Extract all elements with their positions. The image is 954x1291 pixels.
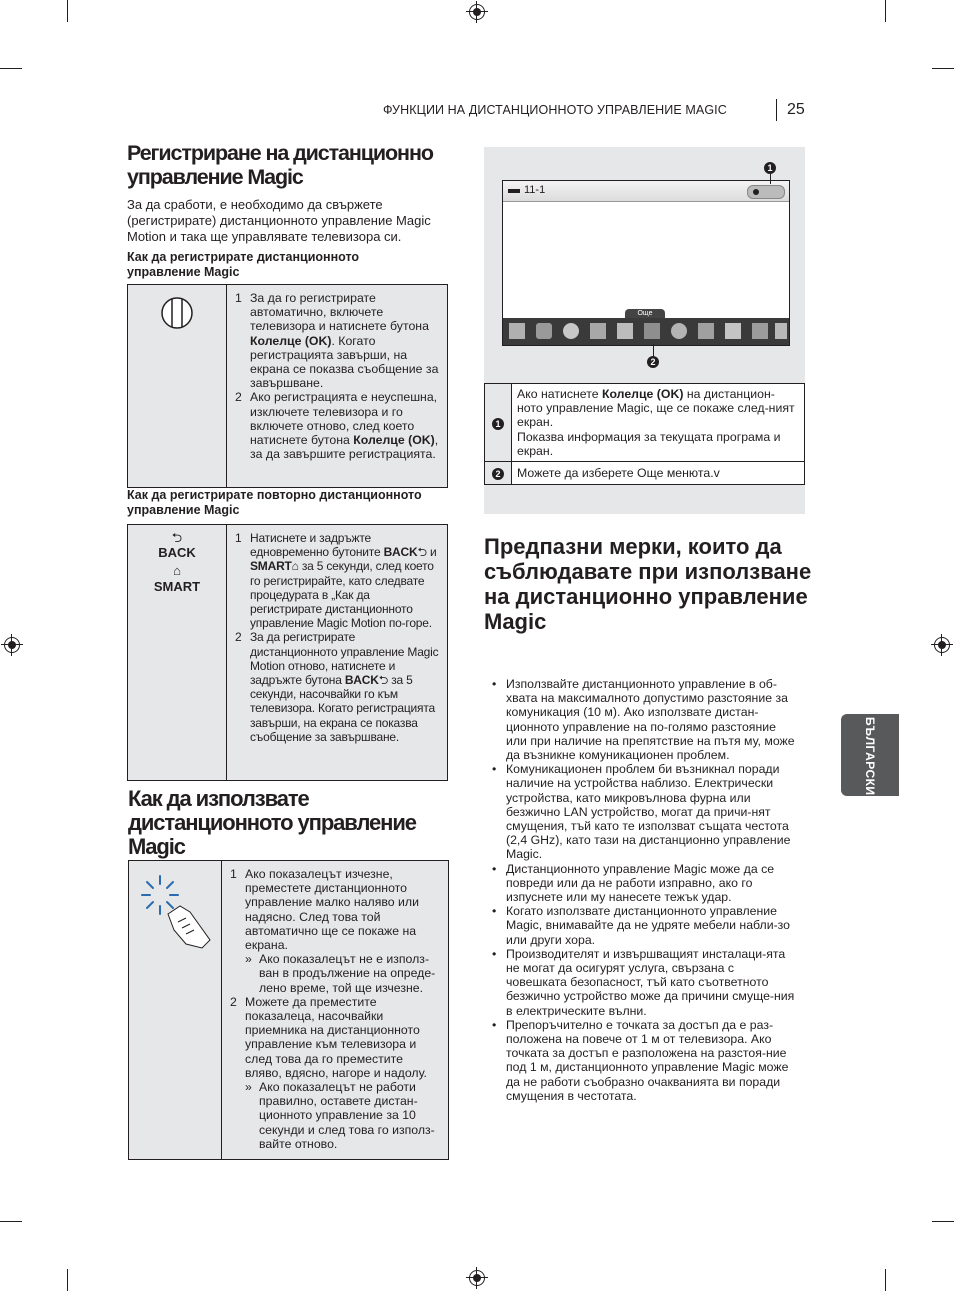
section-title-usage: Как да използвате дистанционното управление Magic: [128, 786, 416, 859]
more-menu-tab[interactable]: Още: [625, 309, 665, 318]
callout-line-1: [770, 174, 771, 184]
tv-screen: [502, 180, 790, 346]
note-1: » Ако показалецът не е използ-ван в продължение на опреде-лено време, той ще изчезне.: [245, 952, 436, 995]
remote-wheel-icon: [129, 286, 225, 346]
registration-mark-icon: [469, 4, 485, 20]
clock-icon[interactable]: [671, 323, 687, 339]
list-item: • Комуникационен проблем би възникнал поради наличие на устройства наблизо. Електрически устройства, като микровълнова фурна или безжично LAN устройство, могат да причи-нят смущения, тъй като те използват същата честота (2,4 GHz), като тази на дистанционно управление Magic.: [492, 762, 791, 862]
channel-bar: [503, 181, 789, 202]
crop-mark: [932, 68, 954, 69]
subheading-register: Как да регистрирате дистанционното управление Magic: [127, 250, 360, 279]
flag-icon[interactable]: [752, 323, 768, 339]
language-tab-label: БЪЛГАРСКИ: [863, 717, 877, 796]
crop-mark: [67, 1269, 68, 1291]
callout-line-2: [653, 344, 654, 356]
precautions-list: [492, 677, 797, 1103]
step-2: 2 Можете да преместите показалеца, насочвайки приемника на дистанционното управление към телевизора и след това да го преместите вляво, вдясно, нагоре и надолу. » Ако показалецът не работи правилно, оставете дистан-ционното управление за 10 секунди и след това го използ-вайте отново.: [230, 995, 440, 1151]
language-tab: [841, 714, 899, 796]
more-icon[interactable]: [775, 323, 787, 339]
back-icon: ⮌: [171, 530, 183, 545]
legend-row-1: Ако натиснете Колелце (OK) на дистанцион-ното управление Magic, ще се покаже след-ният екран. Показва информация за текущата програма и екран.: [512, 384, 805, 462]
subheading-reregister: Как да регистрирате повторно дистанционното управление Magic: [127, 488, 422, 517]
back-icon: ⮌: [378, 673, 389, 688]
crop-mark: [0, 68, 22, 69]
crop-mark: [932, 1221, 954, 1222]
register-table: [127, 284, 448, 488]
list-item: • Когато използвате дистанционното управление Magic, внимавайте да не удряте мебели набли-зо или други хора.: [492, 904, 791, 947]
crop-mark: [885, 1269, 886, 1291]
info-pill[interactable]: [747, 185, 785, 199]
legend-table: [484, 383, 805, 485]
internet-icon[interactable]: [563, 323, 579, 339]
placeholder-icon[interactable]: [617, 323, 633, 339]
step-1: 1 За да го регистрирате автоматично, включете телевизора и натиснете бутона Колелце (OK). Когато регистрацията завърши, на екрана се показва съобщение за завършване.: [235, 291, 439, 391]
icon-cell: [129, 861, 222, 1160]
list-item: • Препоръчително е точката за достъп да е раз-положена на повече от 1 м от телевизора. Ако точката за достъп е разположена на разстоя-ние под 1 м, дистанционното управление Magic може да не работи съобразно очакванията ви поради смущения в честотата.: [492, 1017, 789, 1103]
home-icon: ⌂: [173, 563, 181, 578]
section-title-registration: Регистриране на дистанционно управление Magic: [127, 141, 433, 189]
crop-mark: [885, 0, 886, 22]
channel-text: 11-1: [524, 184, 546, 196]
back-label: BACK: [158, 545, 196, 560]
callout-2: 2: [647, 356, 659, 368]
user-guide-icon[interactable]: [725, 323, 741, 339]
list-item: • Производителят и извършващият инсталаци-ята не могат да осигурят услуга, свързана с човешката безопасност, тъй като съответното безжично устройство може да причини смуще-ния в електрическите вълни.: [492, 946, 795, 1018]
registration-mark-icon: [469, 1270, 485, 1286]
page-number: 25: [787, 101, 805, 118]
steps-cell: [227, 525, 448, 781]
registration-mark-icon: [4, 637, 20, 653]
steps-cell: [222, 861, 449, 1160]
tv-guide-icon[interactable]: [509, 323, 525, 339]
icon-cell: [128, 285, 227, 488]
legend-num-1: 1: [492, 418, 504, 430]
callout-1: 1: [764, 162, 776, 174]
usage-table: [128, 860, 449, 1160]
legend-num-2: 2: [492, 468, 504, 480]
legend-row-2: Можете да изберете Още менюта.v: [512, 462, 805, 485]
smart-label: SMART: [153, 579, 201, 594]
step-2: 2 За да регистрирате дистанционното управление Magic Motion отново, натиснете и задръжте бутона BACK⮌ за 5 секунди, насочвайки го към телевизора. Когато регистрацията завърши, на екрана се показва съобщение за завършване.: [235, 630, 439, 744]
section-intro: За да сработи, е необходимо да свържете (регистрирате) дистанционното управление Magic Motion и така ще управлявате телевизора си.: [127, 197, 431, 244]
settings-icon[interactable]: [536, 323, 552, 339]
channel-indicator-icon: [508, 189, 520, 193]
steps-cell: [227, 285, 448, 488]
crop-mark: [67, 0, 68, 22]
pointer-hand-icon: [130, 862, 220, 962]
screen-panel: [484, 147, 805, 514]
input-icon[interactable]: [698, 323, 714, 339]
list-item: • Използвайте дистанционното управление в об-хвата на максималното допустимо разстояние за комуникация (10 м). Ако използвате дистан-ционното управление на по-голямо разстояние или при наличие на препятствие на пътя му, може да възникне комуникационен проблем.: [492, 677, 795, 763]
running-header: ФУНКЦИИ НА ДИСТАНЦИОННОТО УПРАВЛЕНИЕ MAGIC: [383, 103, 727, 117]
list-item: • Дистанционното управление Magic може да се повреди или да не работи изправно, ако го изпуснете или му нанесете тежък удар.: [492, 861, 775, 905]
note-2: » Ако показалецът не работи правилно, оставете дистан-ционното управление за 10 секунди и след това го използ-вайте отново.: [245, 1080, 435, 1151]
registration-mark-icon: [934, 637, 950, 653]
home-icon: ⌂: [291, 559, 299, 574]
step-1: 1 Натиснете и задръжте едновременно бутоните BACK⮌ и SMART⌂ за 5 секунди, след което го регистрирайте, като следвате процедурата в „Как да регистрирате дистанционното управление Magic Motion по-горе.: [235, 531, 437, 631]
crop-mark: [0, 1221, 22, 1222]
info-dot-icon: [753, 189, 759, 195]
section-title-precautions: Предпазни мерки, които да съблюдавате при използване на дистанционно управление Magic: [484, 534, 812, 634]
step-1: 1 Ако показалецът изчезне, преместете дистанционното управление малко наляво или надясно. След това той автоматично ще се покаже на екрана. » Ако показалецът не е използ-ван в продължение на опреде-лено време, той ще изчезне.: [230, 867, 440, 995]
menu-bar: [503, 318, 789, 345]
reregister-table: [127, 524, 448, 781]
search-icon[interactable]: [590, 323, 606, 339]
back-icon: ⮌: [417, 545, 427, 560]
header-divider: [776, 99, 777, 121]
buttons-cell: [128, 525, 227, 781]
step-2: 2 Ако регистрацията е неуспешна, изключете телевизора и го включете отново, след което натиснете бутона Колелце (OK), за да завършите регистрацията.: [235, 390, 439, 462]
app-icon[interactable]: [644, 323, 660, 339]
